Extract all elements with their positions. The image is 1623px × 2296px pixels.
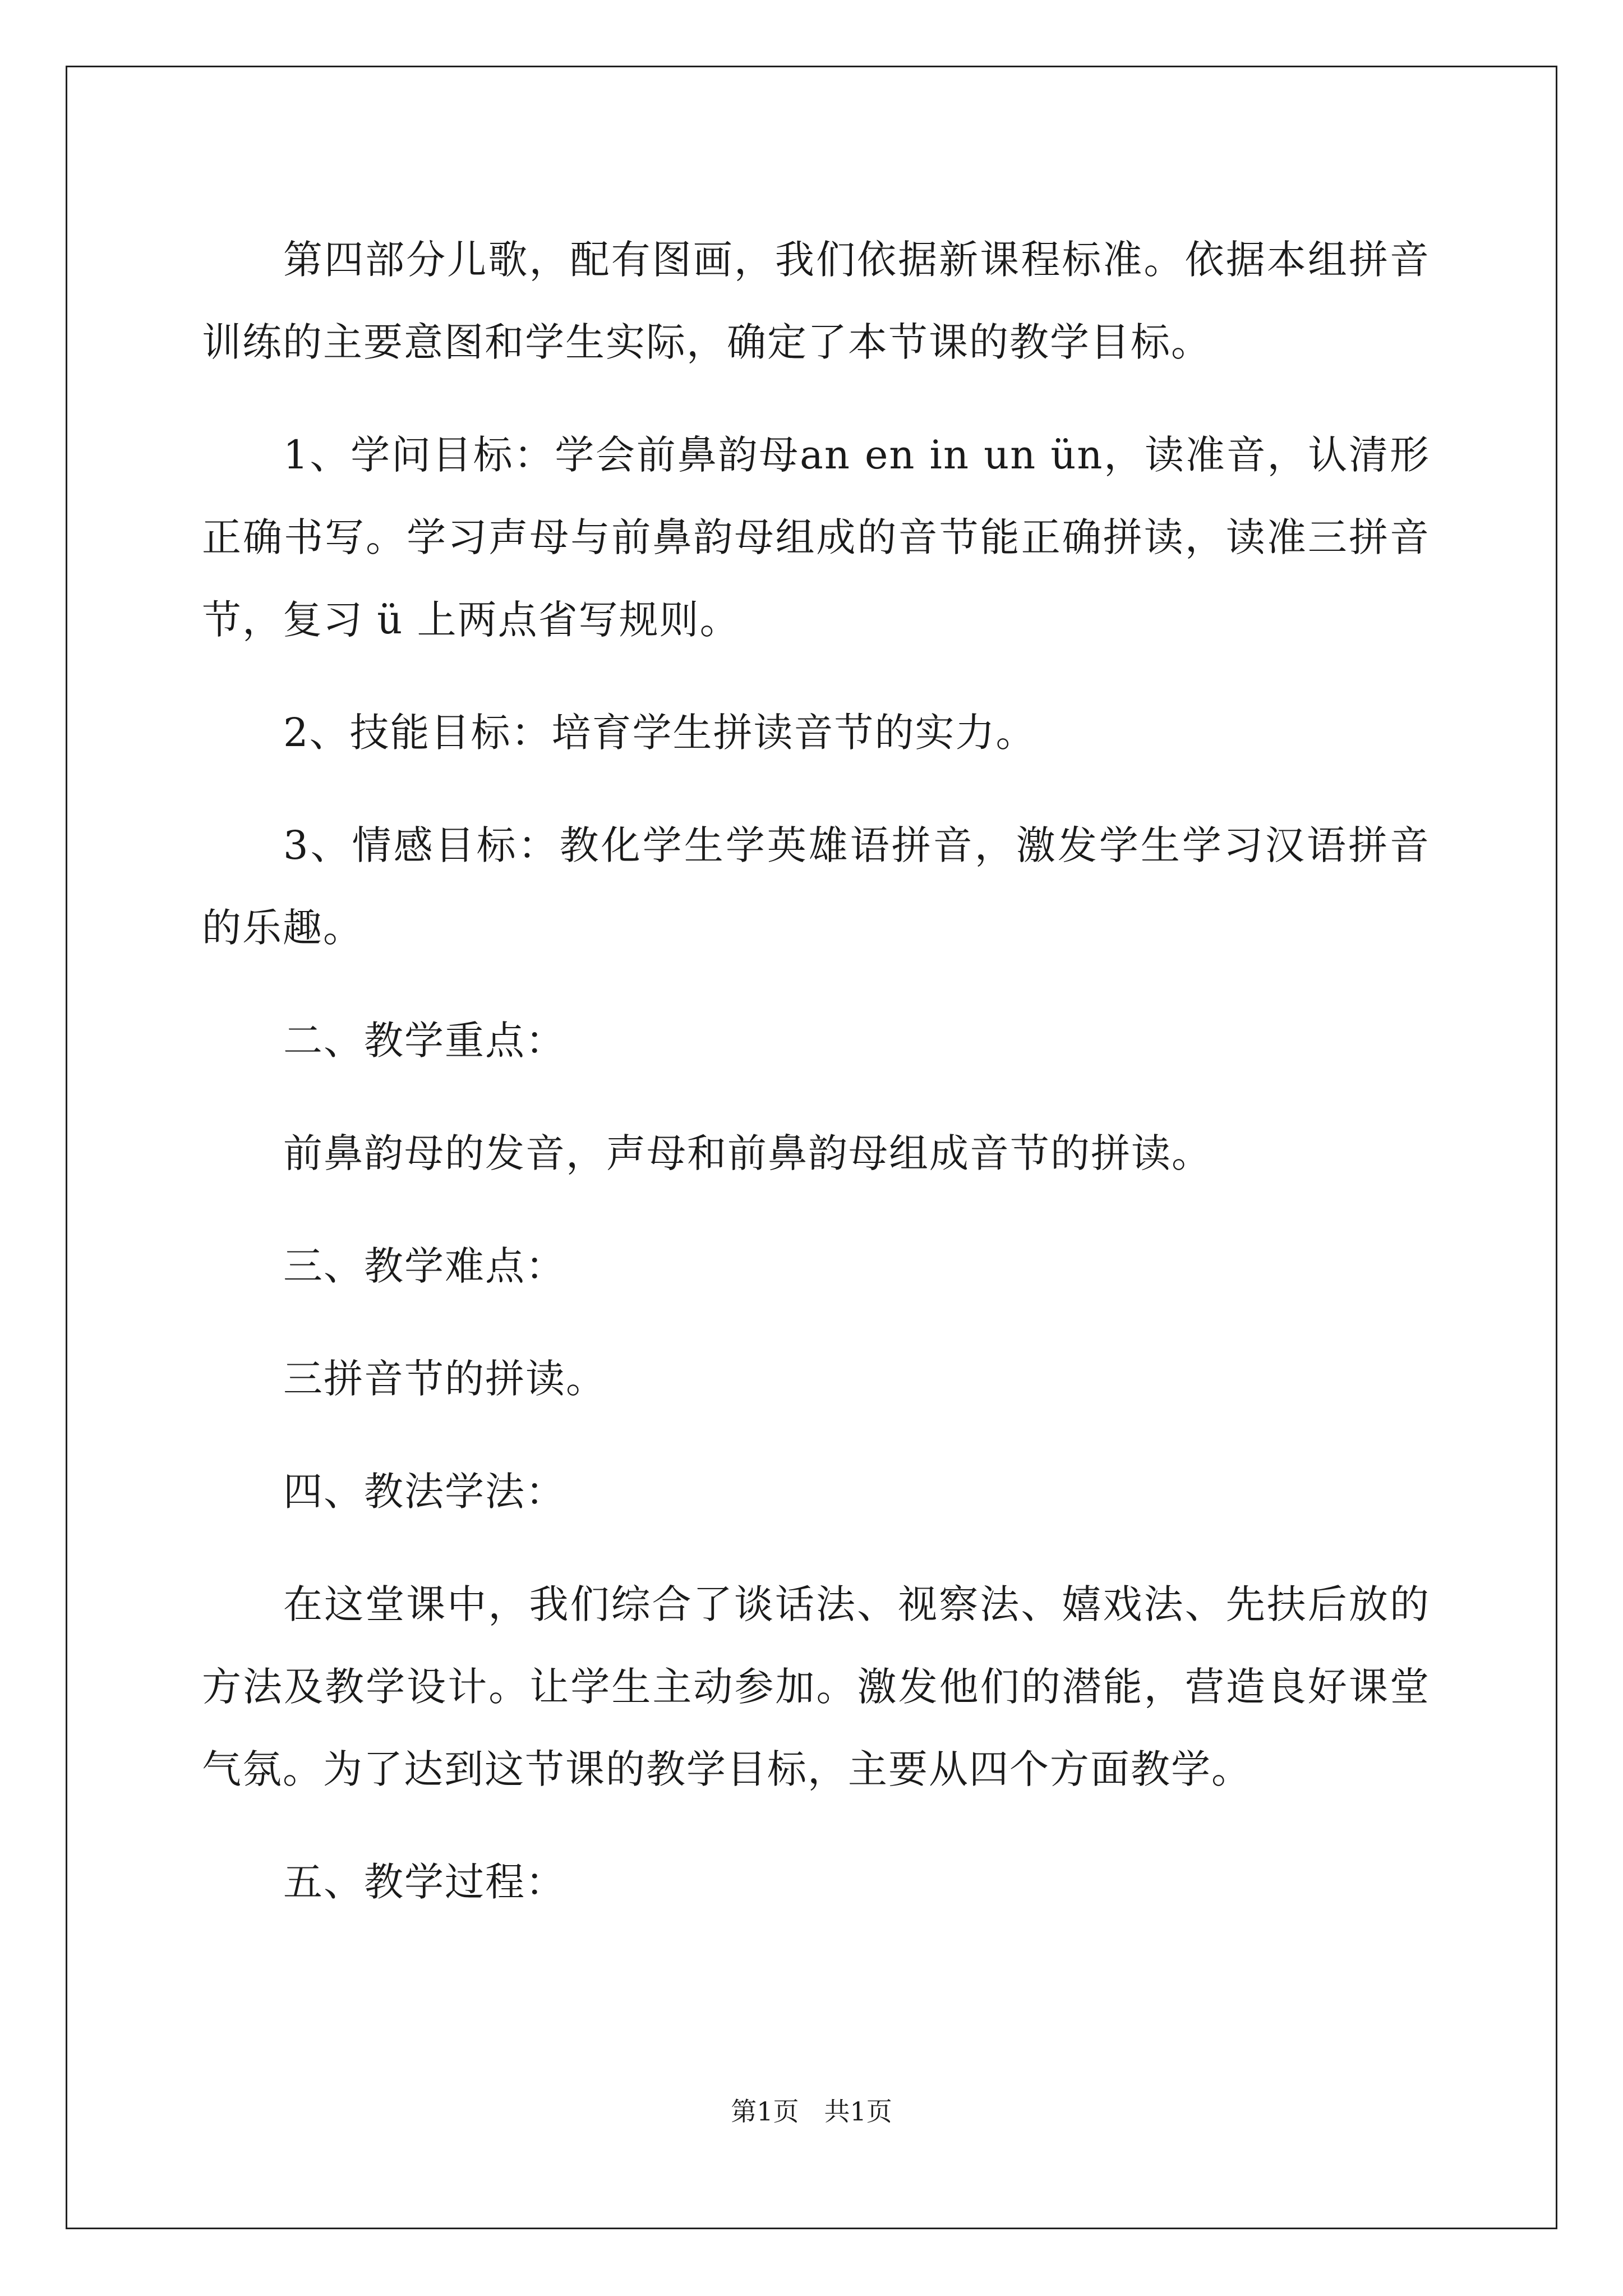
paragraph-intro: 第四部分儿歌，配有图画，我们依据新课程标准。依据本组拼音训练的主要意图和学生实际，确定了本节课的教学目标。: [202, 237, 1430, 365]
page-footer: [0, 2091, 1623, 2128]
heading-teaching-difficulty: 三、教学难点：: [283, 1243, 566, 1289]
page-number-current: 第1页: [731, 2096, 799, 2127]
heading-teaching-methods: 四、教法学法：: [283, 1469, 566, 1515]
page-number-total: 共1页: [824, 2096, 892, 2127]
paragraph-teaching-focus: 前鼻韵母的发音，声母和前鼻韵母组成音节的拼读。: [283, 1130, 1212, 1176]
paragraph-knowledge-goal: 1、学问目标：学会前鼻韵母an en in un ün，读准音，认清形正确书写。学习声母与前鼻韵母组成的音节能正确拼读，读准三拼音节，复习 ü 上两点省写规则。: [202, 432, 1430, 643]
heading-teaching-process: 五、教学过程：: [283, 1859, 566, 1905]
paragraph-emotion-goal: 3、情感目标：教化学生学英雄语拼音，激发学生学习汉语拼音的乐趣。: [202, 822, 1430, 951]
heading-teaching-focus: 二、教学重点：: [283, 1018, 566, 1064]
paragraph-skill-goal: 2、技能目标：培育学生拼读音节的实力。: [283, 710, 1036, 756]
paragraph-teaching-difficulty: 三拼音节的拼读。: [283, 1356, 606, 1402]
paragraph-teaching-methods: 在这堂课中，我们综合了谈话法、视察法、嬉戏法、先扶后放的方法及教学设计。让学生主动参加。激发他们的潜能，营造良好课堂气氛。为了达到这节课的教学目标，主要从四个方面教学。: [202, 1581, 1430, 1792]
document-body: [202, 219, 1430, 1954]
